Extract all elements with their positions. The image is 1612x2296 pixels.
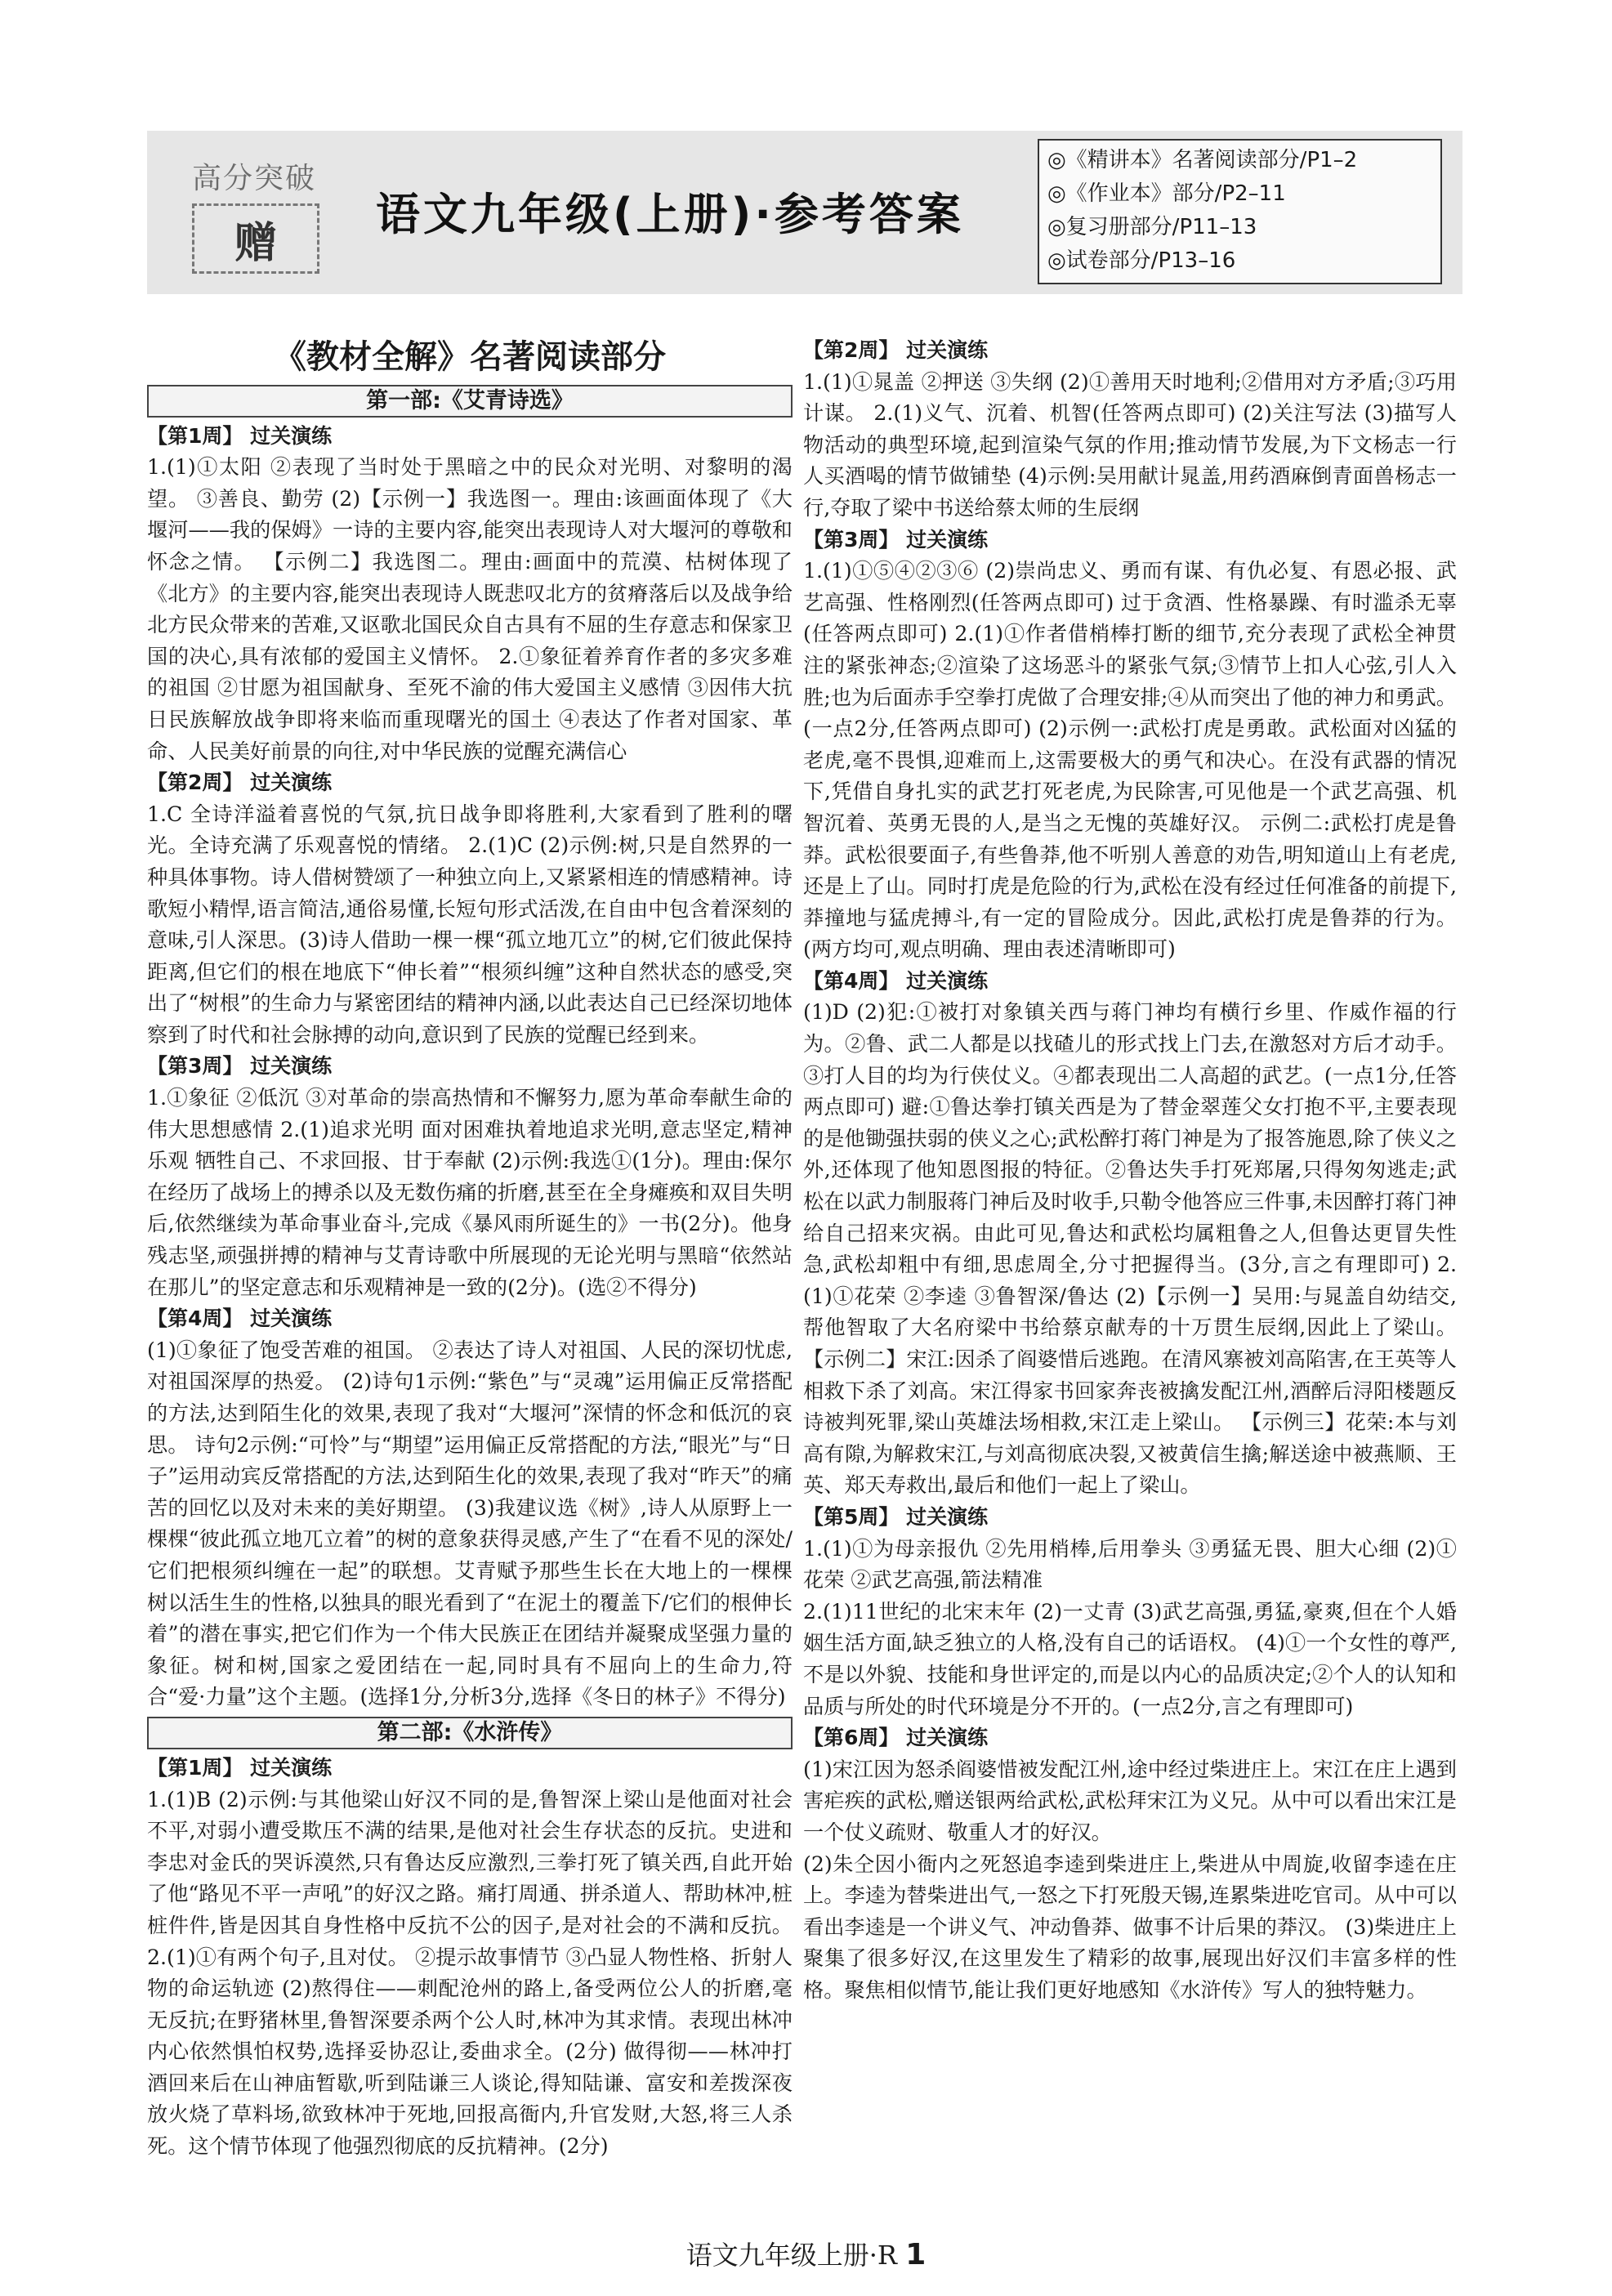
section-title: 《教材全解》名著阅读部分 bbox=[274, 338, 666, 376]
answer-text: 1.(1)①为母亲报仇 ②先用梢棒,后用拳头 ③勇猛无畏、胆大心细 (2)①花荣 ②武艺高强,箭法精准 bbox=[803, 1536, 1457, 1592]
page-footer bbox=[0, 2235, 1612, 2272]
week-heading: 【第1周】 过关演练 bbox=[147, 1755, 333, 1780]
page-number: 1 bbox=[905, 2238, 927, 2271]
part-heading: 第一部:《艾青诗选》 bbox=[147, 385, 793, 418]
right-column bbox=[803, 335, 1457, 2006]
footer-label: 语文九年级上册·R bbox=[685, 2240, 898, 2271]
answer-text: 1.(1)B (2)示例:与其他梁山好汉不同的是,鲁智深上梁山是他面对社会不平,对弱小遭受欺压不满的结果,是他对社会生存状态的反抗。史进和李忠对金氏的哭诉漠然,只有鲁达反应激烈,三拳打死了镇关西,自此开始了他“路见不平一声吼”的好汉之路。痛打周通、拼杀道人、帮助林冲,桩桩件件,皆是因其自身性格中反抗不公的因子,是对社会的不满和反抗。 2.(1)①有两个句子,且对仗。 ②提示故事情节 ③凸显人物性格、折射人物的命运轨迹 (2)熬得住——刺配沧州的路上,备受两位公人的折磨,毫无反抗;在野猪林里,鲁智深要杀两个公人时,林冲为其求情。表现出林冲内心依然惧怕权势,选择妥协忍让,委曲求全。(2分) 做得彻——林冲打酒回来后在山神庙暂歇,听到陆谦三人谈论,得知陆谦、富安和差拨深夜放火烧了草料场,欲致林冲于死地,回报高衙内,升官发财,大怒,将三人杀死。这个情节体现了他强烈彻底的反抗精神。(2分) bbox=[147, 1787, 793, 2159]
answer-text: 2.(1)11世纪的北宋末年 (2)一丈青 (3)武艺高强,勇猛,豪爽,但在个人婚姻生活方面,缺乏独立的人格,没有自己的话语权。 (4)①一个女性的尊严,不是以外貌、技能和身世评定的,而是以内心的品质决定;②个人的认知和品质与所处的时代环境是分不开的。(一点2分,言之有理即可) bbox=[803, 1599, 1457, 1718]
week-heading: 【第2周】 过关演练 bbox=[803, 338, 989, 362]
answer-text: 1.(1)①太阳 ②表现了当时处于黑暗之中的民众对光明、对黎明的渴望。 ③善良、勤劳 (2)【示例一】我选图一。理由:该画面体现了《大堰河——我的保姆》一诗的主要内容,能突出表现诗人对大堰河的尊敬和怀念之情。 【示例二】我选图二。理由:画面中的荒漠、枯树体现了《北方》的主要内容,能突出表现诗人既悲叹北方的贫瘠落后以及战争给北方民众带来的苦难,又讴歌北国民众自古具有不屈的生存意志和保家卫国的决心,具有浓郁的爱国主义情怀。 2.①象征着养育作者的多灾多难的祖国 ②甘愿为祖国献身、至死不渝的伟大爱国主义感情 ③因伟大抗日民族解放战争即将来临而重现曙光的国土 ④表达了作者对国家、革命、人民美好前景的向往,对中华民族的觉醒充满信心 bbox=[147, 455, 793, 763]
part-heading: 第二部:《水浒传》 bbox=[147, 1717, 793, 1749]
week-heading: 【第4周】 过关演练 bbox=[803, 968, 989, 993]
answer-text: (2)朱仝因小衙内之死怒追李逵到柴进庄上,柴进从中周旋,收留李逵在庄上。李逵为替柴进出气,一怒之下打死殷天锡,连累柴进吃官司。从中可以看出李逵是一个讲义气、冲动鲁莽、做事不计后果的莽汉。 (3)柴进庄上聚集了很多好汉,在这里发生了精彩的故事,展现出好汉们丰富多样的性格。聚焦相似情节,能让我们更好地感知《水浒传》写人的独特魅力。 bbox=[803, 1852, 1457, 2002]
answer-text: (1)宋江因为怒杀阎婆惜被发配江州,途中经过柴进庄上。宋江在庄上遇到害疟疾的武松,赠送银两给武松,武松拜宋江为义兄。从中可以看出宋江是一个仗义疏财、敬重人才的好汉。 bbox=[803, 1757, 1457, 1844]
index-item: ◎复习册部分/P11–13 bbox=[1047, 215, 1257, 239]
week-heading: 【第3周】 过关演练 bbox=[803, 527, 989, 552]
left-column bbox=[147, 335, 793, 2159]
answer-text: (1)D (2)犯:①被打对象镇关西与蒋门神均有横行乡里、作威作福的行为。②鲁、武二人都是以找碴儿的形式找上门去,在激怒对方后才动手。③打人目的均为行侠仗义。④都表现出二人高超的武艺。(一点1分,任答两点即可) 避:①鲁达拳打镇关西是为了替金翠莲父女打抱不平,主要表现的是他锄强扶弱的侠义之心;武松醉打蒋门神是为了报答施恩,除了侠义之外,还体现了他知恩图报的特征。②鲁达失手打死郑屠,只得匆匆逃走;武松在以武力制服蒋门神后及时收手,只勒令他答应三件事,未因醉打蒋门神给自己招来灾祸。由此可见,鲁达和武松均属粗鲁之人,但鲁达更冒失性急,武松却粗中有细,思虑周全,分寸把握得当。(3分,言之有理即可) 2.(1)①花荣 ②李逵 ③鲁智深/鲁达 (2)【示例一】吴用:与晁盖自幼结交,帮他智取了大名府梁中书给蔡京献寿的十万贯生辰纲,因此上了梁山。【示例二】宋江:因杀了阎婆惜后逃跑。在清风寨被刘高陷害,在王英等人相救下杀了刘高。宋江得家书回家奔丧被擒发配江州,酒醉后浔阳楼题反诗被判死罪,梁山英雄法场相救,宋江走上梁山。 【示例三】花荣:本与刘高有隙,为解救宋江,与刘高彻底决裂,又被黄信生擒;解送途中被燕顺、王英、郑天寿救出,最后和他们一起上了梁山。 bbox=[803, 1000, 1457, 1498]
answer-text: 1.①象征 ②低沉 ③对革命的崇高热情和不懈努力,愿为革命奉献生命的伟大思想感情 2.(1)追求光明 面对困难执着地追求光明,意志坚定,精神乐观 牺牲自己、不求回报、甘于奉献 (2)示例:我选①(1分)。理由:保尔在经历了战场上的搏杀以及无数伤痛的折磨,甚至在全身瘫痪和双目失明后,依然继续为革命事业奋斗,完成《暴风雨所诞生的》一书(2分)。他身残志坚,顽强拼搏的精神与艾青诗歌中所展现的无论光明与黑暗“依然站在那儿”的坚定意志和乐观精神是一致的(2分)。(选②不得分) bbox=[147, 1086, 793, 1299]
contents-index bbox=[1038, 139, 1442, 284]
gift-badge: 赠 bbox=[192, 203, 319, 274]
answer-text: 1.(1)①晁盖 ②押送 ③失纲 (2)①善用天时地利;②借用对方矛盾;③巧用计谋。 2.(1)义气、沉着、机智(任答两点即可) (2)关注写法 (3)描写人物活动的典型环境,起到渲染气氛的作用;推动情节发展,为下文杨志一行人买酒喝的情节做铺垫 (4)示例:吴用献计晁盖,用药酒麻倒青面兽杨志一行,夺取了梁中书送给蔡太师的生辰纲 bbox=[803, 369, 1457, 520]
page-title: 语文九年级(上册)·参考答案 bbox=[376, 189, 964, 240]
week-heading: 【第4周】 过关演练 bbox=[147, 1307, 333, 1331]
page-header bbox=[147, 131, 1462, 294]
index-item: ◎《精讲本》名著阅读部分/P1–2 bbox=[1047, 148, 1358, 172]
answer-text: (1)①象征了饱受苦难的祖国。 ②表达了诗人对祖国、人民的深切忧虑,对祖国深厚的热爱。 (2)诗句1示例:“紫色”与“灵魂”运用偏正反常搭配的方法,达到陌生化的效果,表现了我对“大堰河”深情的怀念和低沉的哀思。 诗句2示例:“可怜”与“期望”运用偏正反常搭配的方法,“眼光”与“日子”运用动宾反常搭配的方法,达到陌生化的效果,表现了我对“昨天”的痛苦的回忆以及对未来的美好期望。 (3)我建议选《树》,诗人从原野上一棵棵“彼此孤立地兀立着”的树的意象获得灵感,产生了“在看不见的深处/它们把根须纠缠在一起”的联想。艾青赋予那些生长在大地上的一棵棵树以活生生的性格,以独具的眼光看到了“在泥土的覆盖下/它们的根伸长着”的潜在事实,把它们作为一个伟大民族正在团结并凝聚成坚强力量的象征。树和树,国家之爱团结在一起,同时具有不屈向上的生命力,符合“爱·力量”这个主题。(选择1分,分析3分,选择《冬日的林子》不得分) bbox=[147, 1338, 793, 1709]
week-heading: 【第6周】 过关演练 bbox=[803, 1726, 989, 1750]
index-item: ◎《作业本》部分/P2–11 bbox=[1047, 181, 1286, 206]
index-item: ◎试卷部分/P13–16 bbox=[1047, 248, 1236, 273]
week-heading: 【第1周】 过关演练 bbox=[147, 423, 333, 448]
week-heading: 【第5周】 过关演练 bbox=[803, 1504, 989, 1529]
logo-text: 高分突破 bbox=[192, 162, 317, 195]
week-heading: 【第2周】 过关演练 bbox=[147, 771, 333, 795]
week-heading: 【第3周】 过关演练 bbox=[147, 1054, 333, 1079]
brand-logo bbox=[192, 155, 323, 278]
answer-text: 1.C 全诗洋溢着喜悦的气氛,抗日战争即将胜利,大家看到了胜利的曙光。全诗充满了乐观喜悦的情绪。 2.(1)C (2)示例:树,只是自然界的一种具体事物。诗人借树赞颂了一种独立向上,又紧紧相连的情感精神。诗歌短小精悍,语言简洁,通俗易懂,长短句形式活泼,在自由中包含着深刻的意味,引人深思。(3)诗人借助一棵一棵“孤立地兀立”的树,它们彼此保持距离,但它们的根在地底下“伸长着”“根须纠缠”这种自然状态的感受,突出了“树根”的生命力与紧密团结的精神内涵,以此表达自己已经深切地体察到了时代和社会脉搏的动向,意识到了民族的觉醒已经到来。 bbox=[147, 802, 793, 1047]
answer-text: 1.(1)①⑤④②③⑥ (2)崇尚忠义、勇而有谋、有仇必复、有恩必报、武艺高强、性格刚烈(任答两点即可) 过于贪酒、性格暴躁、有时滥杀无辜(任答两点即可) 2.(1)①作者借梢棒打断的细节,充分表现了武松全神贯注的紧张神态;②渲染了这场恶斗的紧张气氛;③情节上扣人心弦,引人入胜;也为后面赤手空拳打虎做了合理安排;④从而突出了他的神力和勇武。(一点2分,任答两点即可) (2)示例一:武松打虎是勇敢。武松面对凶猛的老虎,毫不畏惧,迎难而上,这需要极大的勇气和决心。在没有武器的情况下,凭借自身扎实的武艺打死老虎,为民除害,可见他是一个武艺高强、机智沉着、英勇无畏的人,是当之无愧的英雄好汉。 示例二:武松打虎是鲁莽。武松很要面子,有些鲁莽,他不听别人善意的劝告,明知道山上有老虎,还是上了山。同时打虎是危险的行为,武松在没有经过任何准备的前提下,莽撞地与猛虎搏斗,有一定的冒险成分。因此,武松打虎是鲁莽的行为。(两方均可,观点明确、理由表述清晰即可) bbox=[803, 559, 1457, 962]
